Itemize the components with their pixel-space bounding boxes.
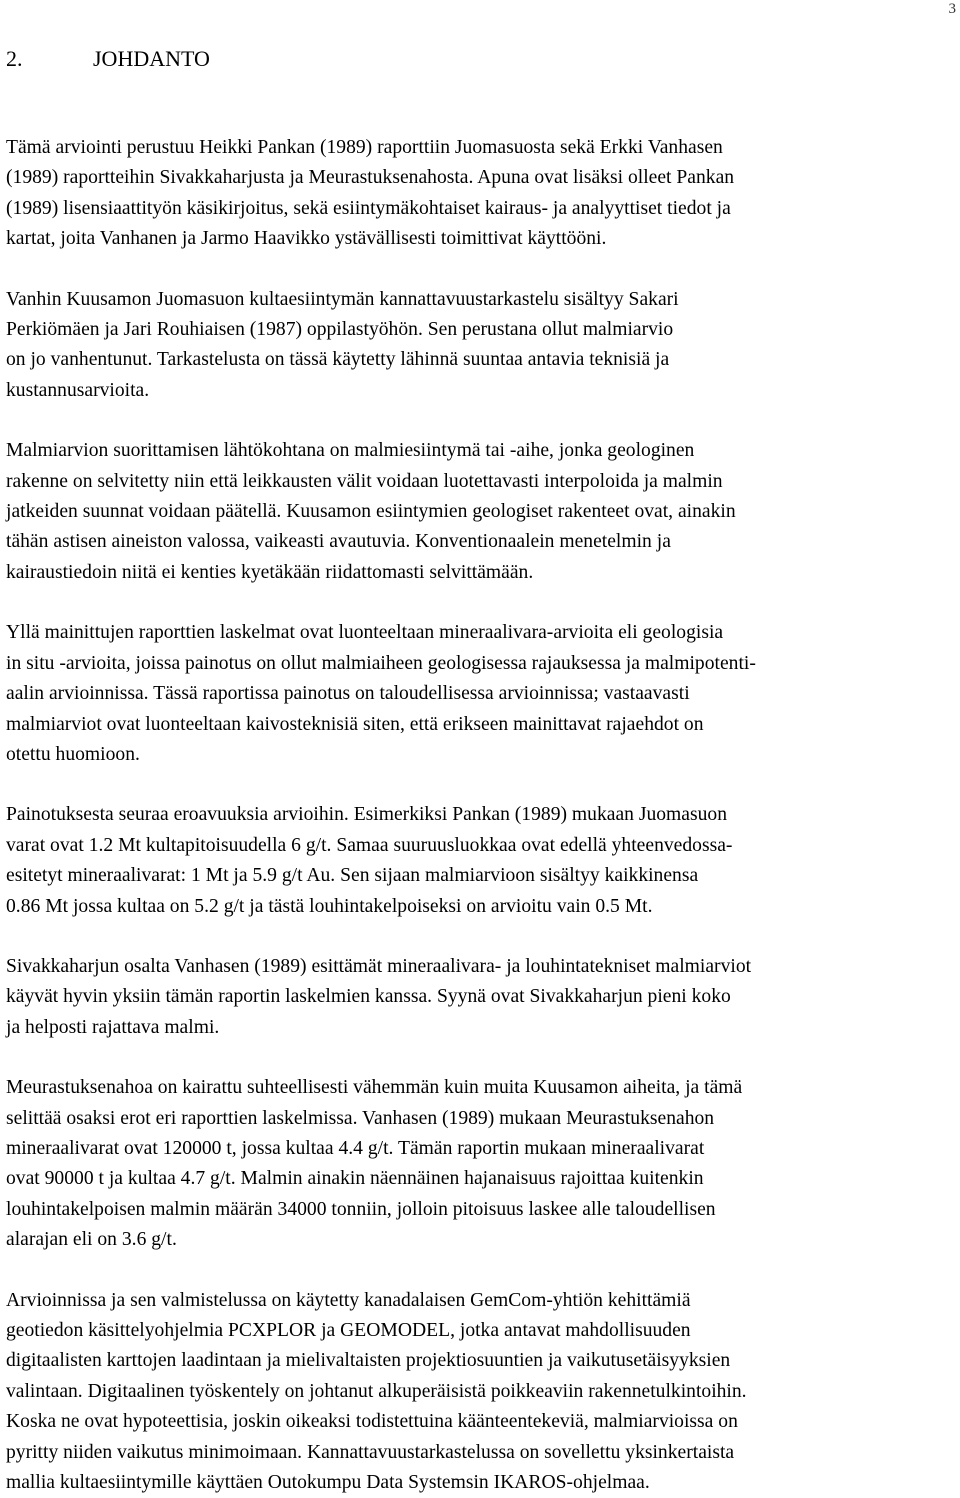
paragraph-line: digitaalisten karttojen laadintaan ja mielivaltaisten projektiosuuntien ja vaikutusetäisyyksien — [6, 1350, 731, 1372]
paragraph — [6, 436, 956, 588]
paragraph-line: Painotuksesta seuraa eroavuuksia arvioihin. Esimerkiksi Pankan (1989) mukaan Juomasuon — [6, 804, 728, 826]
paragraph — [6, 285, 956, 407]
paragraph-line: tähän astisen aineiston valossa, vaikeasti avautuvia. Konventionaalein menetelmin ja — [6, 531, 671, 553]
paragraph-line: louhintakelpoisen malmin määrän 34000 tonniin, jolloin pitoisuus laskee alle taloudellisen — [6, 1198, 716, 1220]
paragraph — [6, 1286, 956, 1498]
paragraph-line: kustannusarvioita. — [6, 379, 150, 401]
section-number: 2. — [6, 46, 23, 71]
paragraph — [6, 1073, 956, 1255]
paragraph — [6, 952, 956, 1043]
paragraph-line: selittää osaksi erot eri raporttien laskelmissa. Vanhasen (1989) mukaan Meurastuksenahon — [6, 1107, 715, 1129]
paragraph-line: ja helposti rajattava malmi. — [6, 1016, 220, 1038]
paragraph-line: (1989) lisensiaattityön käsikirjoitus, sekä esiintymäkohtaiset kairaus- ja analyyttiset tiedot ja — [6, 197, 731, 219]
paragraph-line: kartat, joita Vanhanen ja Jarmo Haavikko ystävällisesti toimittivat käyttööni. — [6, 228, 607, 250]
paragraph-line: Koska ne ovat hypoteettisia, joskin oikeaksi todistettuina käänteentekeviä, malmiarvioissa on — [6, 1411, 738, 1433]
paragraph-line: in situ -arvioita, joissa painotus on ollut malmiaiheen geologisessa rajauksessa ja malmipotenti- — [6, 652, 756, 674]
paragraph-line: mallia kultaesiintymille käyttäen Outokumpu Data Systemsin IKAROS-ohjelmaa. — [6, 1472, 650, 1494]
paragraph-line: varat ovat 1.2 Mt kultapitoisuudella 6 g/t. Samaa suuruusluokkaa ovat edellä yhteenvedossa- — [6, 834, 733, 856]
paragraph-line: esitetyt mineraalivarat: 1 Mt ja 5.9 g/t Au. Sen sijaan malmiarvioon sisältyy kaikkinensa — [6, 865, 699, 887]
paragraph-line: rakenne on selvitetty niin että leikkausten välit voidaan luotettavasti interpoloida ja malmin — [6, 470, 723, 492]
section-title: JOHDANTO — [93, 46, 210, 71]
paragraph-line: mineraalivarat ovat 120000 t, jossa kultaa 4.4 g/t. Tämän raportin mukaan mineraalivarat — [6, 1137, 705, 1159]
paragraph-line: aalin arvioinnissa. Tässä raportissa painotus on taloudellisessa arvioinnissa; vastaavasti — [6, 683, 690, 705]
paragraph-line: (1989) raportteihin Sivakkaharjusta ja Meurastuksenahosta. Apuna ovat lisäksi olleet Pankan — [6, 167, 735, 189]
document-body — [6, 133, 956, 1498]
section-heading — [6, 44, 210, 74]
paragraph-line: käyvät hyvin yksiin tämän raportin laskelmien kanssa. Syynä ovat Sivakkaharjun pieni koko — [6, 986, 731, 1008]
paragraph — [6, 618, 956, 770]
paragraph-line: Meurastuksenahoa on kairattu suhteellisesti vähemmän kuin muita Kuusamon aiheita, ja tämä — [6, 1077, 743, 1099]
paragraph — [6, 133, 956, 255]
paragraph-line: ovat 90000 t ja kultaa 4.7 g/t. Malmin ainakin näennäinen hajanaisuus rajoittaa kuitenkin — [6, 1168, 704, 1190]
paragraph — [6, 800, 956, 922]
paragraph-line: 0.86 Mt jossa kultaa on 5.2 g/t ja tästä louhintakelpoiseksi on arvioitu vain 0.5 Mt. — [6, 895, 653, 917]
paragraph-line: Tämä arviointi perustuu Heikki Pankan (1989) raporttiin Juomasuosta sekä Erkki Vanhasen — [6, 137, 723, 158]
paragraph-line: alarajan eli on 3.6 g/t. — [6, 1229, 177, 1251]
paragraph-line: Sivakkaharjun osalta Vanhasen (1989) esittämät mineraalivara- ja louhintatekniset malmiarviot — [6, 955, 752, 977]
paragraph-line: geotiedon käsittelyohjelmia PCXPLOR ja GEOMODEL, jotka antavat mahdollisuuden — [6, 1320, 691, 1341]
paragraph-line: Perkiömäen ja Jari Rouhiaisen (1987) oppilastyöhön. Sen perustana ollut malmiarvio — [6, 319, 674, 341]
paragraph-line: pyritty niiden vaikutus minimoimaan. Kannattavuustarkastelussa on sovellettu yksinkertaista — [6, 1441, 735, 1463]
paragraph-line: Malmiarvion suorittamisen lähtökohtana on malmiesiintymä tai -aihe, jonka geologinen — [6, 440, 695, 462]
paragraph-line: jatkeiden suunnat voidaan päätellä. Kuusamon esiintymien geologiset rakenteet ovat, ainakin — [6, 501, 736, 523]
paragraph-line: kairaustiedoin niitä ei kenties kyetäkään riidattomasti selvittämään. — [6, 561, 534, 583]
paragraph-line: malmiarviot ovat luonteeltaan kaivosteknisiä siten, että erikseen mainittavat rajaehdot on — [6, 713, 704, 735]
paragraph-line: valintaan. Digitaalinen työskentely on johtanut alkuperäisistä poikkeaviin rakennetulkintoihin. — [6, 1380, 747, 1402]
paragraph-line: Yllä mainittujen raporttien laskelmat ovat luonteeltaan mineraalivara-arvioita eli geologisia — [6, 622, 724, 644]
paragraph-line: on jo vanhentunut. Tarkastelusta on tässä käytetty lähinnä suuntaa antavia teknisiä ja — [6, 349, 670, 371]
page-number: 3 — [948, 1, 956, 17]
paragraph-line: Vanhin Kuusamon Juomasuon kultaesiintymän kannattavuustarkastelu sisältyy Sakari — [6, 288, 679, 310]
paragraph-line: otettu huomioon. — [6, 743, 140, 765]
paragraph-line: Arvioinnissa ja sen valmistelussa on käytetty kanadalaisen GemCom-yhtiön kehittämiä — [6, 1289, 691, 1311]
